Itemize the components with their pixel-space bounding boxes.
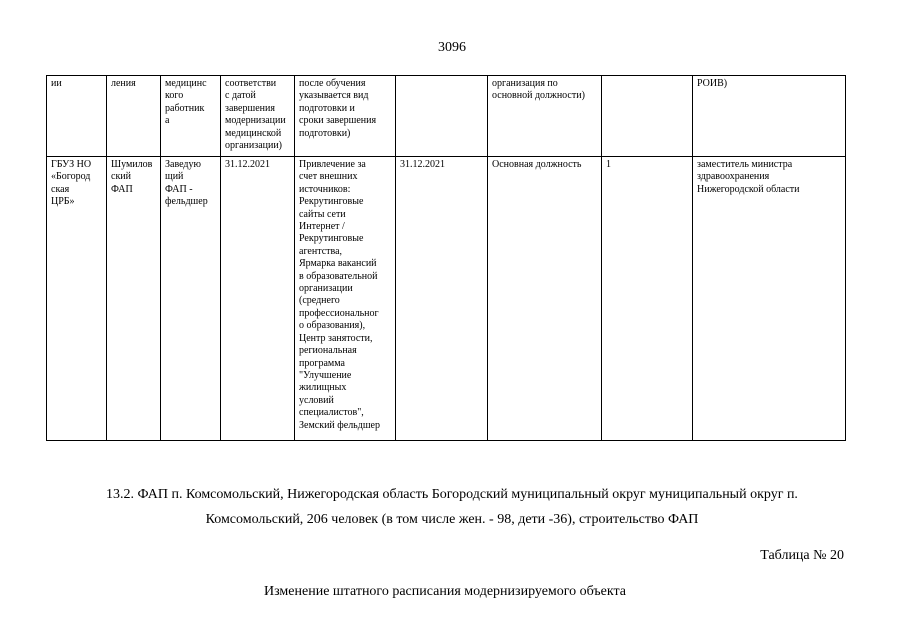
page-number: 3096 [438,40,466,55]
table-cell [107,157,161,441]
table-label: Таблица № 20 [760,548,844,563]
cell-text-line: ский [111,171,131,183]
table-row-header [47,76,846,157]
cell-text-line: завершения [225,102,275,114]
cell-text-line: специалистов", [299,407,364,419]
cell-text-line: Интернет / [299,221,345,233]
cell-text-line: региональная [299,345,357,357]
cell-text-line: в образовательной [299,270,378,282]
cell-text-line: организации) [225,140,283,152]
cell-text-line: ЦРБ» [51,196,75,208]
cell-text-line: соответстви [225,78,277,89]
cell-text-line: указывается вид [299,90,369,102]
cell-text-line: сайты сети [299,208,346,220]
cell-text-line: Заведую [165,159,201,170]
cell-text-line: медицинс [165,78,207,89]
cell-text-line: Центр занятости, [299,332,373,344]
cell-text-line: ления [111,78,136,89]
table-cell [396,76,488,157]
cell-text-line: Ярмарка вакансий [299,258,377,270]
cell-text-line: Земский фельдшер [299,419,380,431]
cell-text-line: жилищных [299,382,347,394]
cell-text-line: Привлечение за [299,159,366,170]
cell-text-line: Рекрутинговые [299,233,364,245]
cell-text-line: Шумилов [111,159,153,170]
table-cell [47,76,107,157]
cell-text-line: программа [299,357,345,369]
cell-text-line: 31.12.2021 [400,159,445,170]
cell-text-line: счет внешних [299,171,358,183]
cell-text-line: медицинской [225,127,282,139]
cell-text-line: агентства, [299,245,343,257]
table-cell [161,76,221,157]
cell-text-line: кого [165,90,184,102]
section-heading-line-1: 13.2. ФАП п. Комсомольский, Нижегородская область Богородский муниципальный округ муниципальный округ п. [106,487,798,502]
cell-text-line: подготовки и [299,102,355,114]
cell-text-line: «Богород [51,171,91,183]
table-cell [602,76,693,157]
cell-text-line: подготовки) [299,127,351,139]
cell-text-line: основной должности) [492,90,585,102]
table-cell [221,76,295,157]
cell-text-line: источников: [299,183,351,195]
table-row [47,157,846,441]
table-cell [602,157,693,441]
cell-text-line: условий [299,394,334,406]
table-cell [488,76,602,157]
cell-text-line: щий [165,171,184,183]
cell-text-line: здравоохранения [697,171,770,183]
table-cell [47,157,107,441]
cell-text-line: работник [165,102,205,114]
cell-text-line: 31.12.2021 [225,159,270,170]
cell-text-line: фельдшер [165,196,208,208]
table-cell [488,157,602,441]
staffing-table [46,75,846,441]
table-cell [295,157,396,441]
cell-text-line: 1 [606,159,611,170]
cell-text-line: ФАП - [165,183,193,195]
cell-text-line: Основная должность [492,159,582,170]
cell-text-line: организации [299,283,353,295]
cell-text-line: модернизации [225,115,286,127]
cell-text-line: ГБУЗ НО [51,159,92,170]
cell-text-line: (среднего [299,295,340,307]
cell-text-line: с датой [225,90,256,102]
cell-text-line: Рекрутинговые [299,196,364,208]
table-cell [221,157,295,441]
cell-text-line: организация по [492,78,558,89]
cell-text-line: а [165,115,170,127]
cell-text-line: ии [51,78,62,89]
cell-text-line: сроки завершения [299,115,377,127]
cell-text-line: Нижегородской области [697,183,800,195]
cell-text-line: профессиональног [299,307,379,319]
cell-text-line: РОИВ) [697,78,728,89]
table-caption: Изменение штатного расписания модернизируемого объекта [263,584,627,599]
cell-text-line: "Улучшение [299,369,352,381]
cell-text-line: заместитель министра [697,159,793,170]
cell-text-line: о образования), [299,320,366,332]
table-cell [161,157,221,441]
cell-text-line: после обучения [299,78,366,89]
table-cell [295,76,396,157]
section-heading-line-2: Комсомольский, 206 человек (в том числе жен. - 98, дети -36), строительство ФАП [205,512,699,527]
table-cell [693,76,846,157]
table-cell [693,157,846,441]
cell-text-line: ФАП [111,183,133,195]
cell-text-line: ская [51,183,70,195]
table-cell [107,76,161,157]
table-cell [396,157,488,441]
